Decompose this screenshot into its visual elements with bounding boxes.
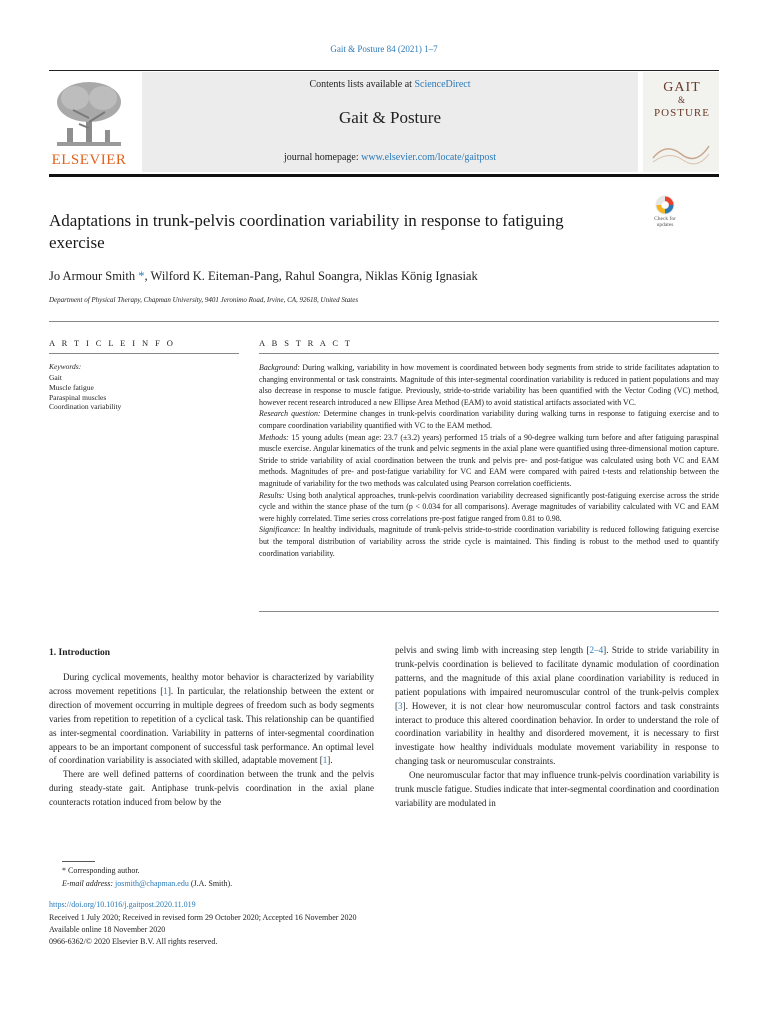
cover-title [647,80,717,121]
contents-prefix: Contents lists available at [309,79,415,90]
journal-masthead [142,72,638,172]
keyword: Coordination variability [49,402,122,412]
body-text: pelvis and swing limb with increasing step length [ [395,645,590,655]
abstract-label: Methods: [259,432,289,442]
abstract-background [259,362,719,408]
abstract-heading: A B S T R A C T [259,338,353,348]
check-for-updates-icon [655,195,675,215]
body-text: During cyclical movements, healthy motor behavior is characterized by variability across movement repetitions [ [49,672,374,696]
homepage-line [142,152,638,163]
footnote-text: Corresponding author. [66,866,140,875]
abstract-results [259,490,719,525]
author-first: Jo Armour Smith [49,269,136,283]
abstract-label: Background: [259,363,300,372]
running-header[interactable]: Gait & Posture 84 (2021) 1–7 [330,44,438,54]
homepage-prefix: journal homepage: [283,152,362,163]
citation-link[interactable]: 1 [322,755,328,766]
citation-link[interactable]: 2–4 [589,645,604,655]
body-paragraph: There are well defined patterns of coordination between the trunk and the pelvis during steady-state gait. Antiphase trunk-pelvis coordination in the axial plane counteracts rotation induced from below by the [49,769,374,808]
cover-title-gait: GAIT [663,80,701,95]
body-text: ]. In particular, the relationship between the extent or direction of movement occurring in multiple degrees of freedom such as body segments varies from repetition to repetition of a cyclical task. This relationship can be quantified as inter-segmental coordination. Variability in patterns of inter-segmental coordination appears to be an important component of successful task performance. An optimal level of coordination variability is associated with skilled, adaptable movement [ [49,685,374,766]
footnote-mark: * [62,866,66,875]
keyword: Gait [49,373,62,382]
abstract-body [259,362,719,559]
affiliation-rule [49,321,719,322]
email-link[interactable]: josmith@chapman.edu [115,879,189,888]
abstract-text: In healthy individuals, magnitude of trunk-pelvis stride-to-stride coordination variability is reduced following fatiguing exercise but the temporal distribution of variability across the stride cycle is maintained. This finding is robust to the method used to quantify coordination variability. [259,525,719,558]
body-text: ]. However, it is not clear how neuromuscular control factors and task constraints interact to produce this altered coordination behavior. In order to understand the role of coordination variability in healthy and disordered movement, it is necessary to first investigate how healthy individuals modulate movement variability in response to changing task or neuromuscular constraints. [395,700,719,767]
elsevier-tree-icon [53,78,125,150]
abstract-significance [259,524,719,559]
citation-link[interactable]: 1 [163,685,168,696]
check-for-updates-label [640,216,690,228]
section-heading-introduction: 1. Introduction [49,648,111,658]
keywords-list [49,373,239,412]
check-label-line1: Check for [654,216,676,222]
received-dates: Received 1 July 2020; Received in revised form 29 October 2020; Accepted 16 November 2020 [49,913,357,922]
abstract-label: Results: [259,490,285,500]
check-for-updates-badge[interactable] [640,195,690,235]
abstract-methods [259,432,719,490]
contents-line [142,79,638,90]
masthead-rule [49,174,719,177]
journal-name: Gait & Posture [339,108,441,127]
footnote-corresponding [62,866,140,875]
email-label: E-mail address: [62,879,116,888]
keywords-label: Keywords: [49,362,82,371]
abstract-bottom-rule [259,611,719,612]
masthead-top-rule [49,70,719,71]
check-label-line2: updates [656,222,674,228]
elsevier-wordmark: ELSEVIER [51,152,127,168]
cover-figure-icon [651,136,711,166]
body-text: ]. Stride to stride variability in trunk-pelvis coordination is believed to facilitate dynamic modulation of coordination patterns, and the magnitude of this axial plane coordination variability is reduced in patient populations with impaired neuromuscular control of the trunk-pelvis complex [ [395,645,719,711]
sciencedirect-link[interactable]: ScienceDirect [414,79,471,90]
body-column-left [49,671,374,810]
abstract-rule [259,353,719,354]
article-info-heading: A R T I C L E I N F O [49,338,176,348]
footnote-rule [62,861,95,862]
citation-link[interactable]: 3 [398,700,403,711]
abstract-label: Research question: [259,409,321,419]
homepage-link[interactable]: www.elsevier.com/locate/gaitpost [361,152,497,163]
issn-copyright: 0966-6362/© 2020 Elsevier B.V. All rights reserved. [49,937,218,946]
elsevier-logo[interactable] [49,72,129,172]
corresponding-author-mark[interactable]: * [138,269,145,283]
doi-link[interactable]: https://doi.org/10.1016/j.gaitpost.2020.11.019 [49,900,196,909]
abstract-label: Significance: [259,525,301,535]
body-paragraph: One neuromuscular factor that may influence trunk-pelvis coordination variability is trunk muscle fatigue. Studies indicate that inter-segmental coordination and coordination variability are modulated in [395,770,719,808]
abstract-text: Determine changes in trunk-pelvis coordination variability during walking turns in response to fatiguing exercise and to compare coordination variability quantified with VC to the EAM method. [259,409,719,430]
body-paragraph [49,671,374,768]
abstract-text: Using both analytical approaches, trunk-pelvis coordination variability decreased significantly post-fatiguing exercise across the stride cycle and within the stance phase of the turn (p < 0.034 for all comparisons). Average magnitudes of variability calculated with VC and EAM were highly correlated. Time series cross correlations pre-post fatigue ranged from 0.81 to 0.98. [259,490,719,523]
author-rest: , Wilford K. Eiteman-Pang, Rahul Soangra, Niklas König Ignasiak [144,269,478,283]
cover-title-amp: & [677,95,686,105]
article-info-rule [49,353,239,354]
body-paragraph [395,644,719,769]
footnote-email [62,879,232,888]
abstract-text: 15 young adults (mean age: 23.7 (±3.2) years) performed 15 trials of a 90-degree walking turn before and after fatiguing paraspinal muscle exercise. Angular kinematics of the trunk and pelvic segments in the axial plane were quantified using three-dimensional motion capture. Stride to stride variability of axial coordination between the trunk and pelvis pre- and post-fatigue was calculated using both VC and EAM methods. Magnitudes of pre- and post-fatigue variability for VC and EAM were compared with paired t-tests and relationship between the magnitude of variability for the two methods was calculated using Pearson correlation coefficients. [259,432,719,488]
abstract-text: During walking, variability in how movement is coordinated between body segments from stride to stride facilitates adaptation to changing environmental or task constraints. Magnitude of this inter-segmental coordination variability is reduced in patient populations and may also decrease in response to muscle fatigue. Previously, stride-to-stride variability has been quantified with the Vector Coding (VC) method, however recent research introduced a new Ellipse Area Method (EAM) to avoid statistical artifacts associated with VC. [259,363,719,407]
keyword: Muscle fatigue [49,382,94,392]
email-suffix: (J.A. Smith). [188,879,233,888]
available-online: Available online 18 November 2020 [49,925,166,934]
body-text: ]. [327,755,333,766]
author-list [49,269,729,284]
article-title: Adaptations in trunk-pelvis coordination variability in response to fatiguing exercise [49,211,564,252]
body-column-right [395,644,719,811]
journal-cover[interactable] [643,72,719,172]
keyword: Paraspinal muscles [49,392,107,402]
affiliation: Department of Physical Therapy, Chapman University, 9401 Jeronimo Road, Irvine, CA, 92618, United States [49,296,359,304]
abstract-question [259,408,719,431]
cover-title-posture: POSTURE [654,107,710,119]
